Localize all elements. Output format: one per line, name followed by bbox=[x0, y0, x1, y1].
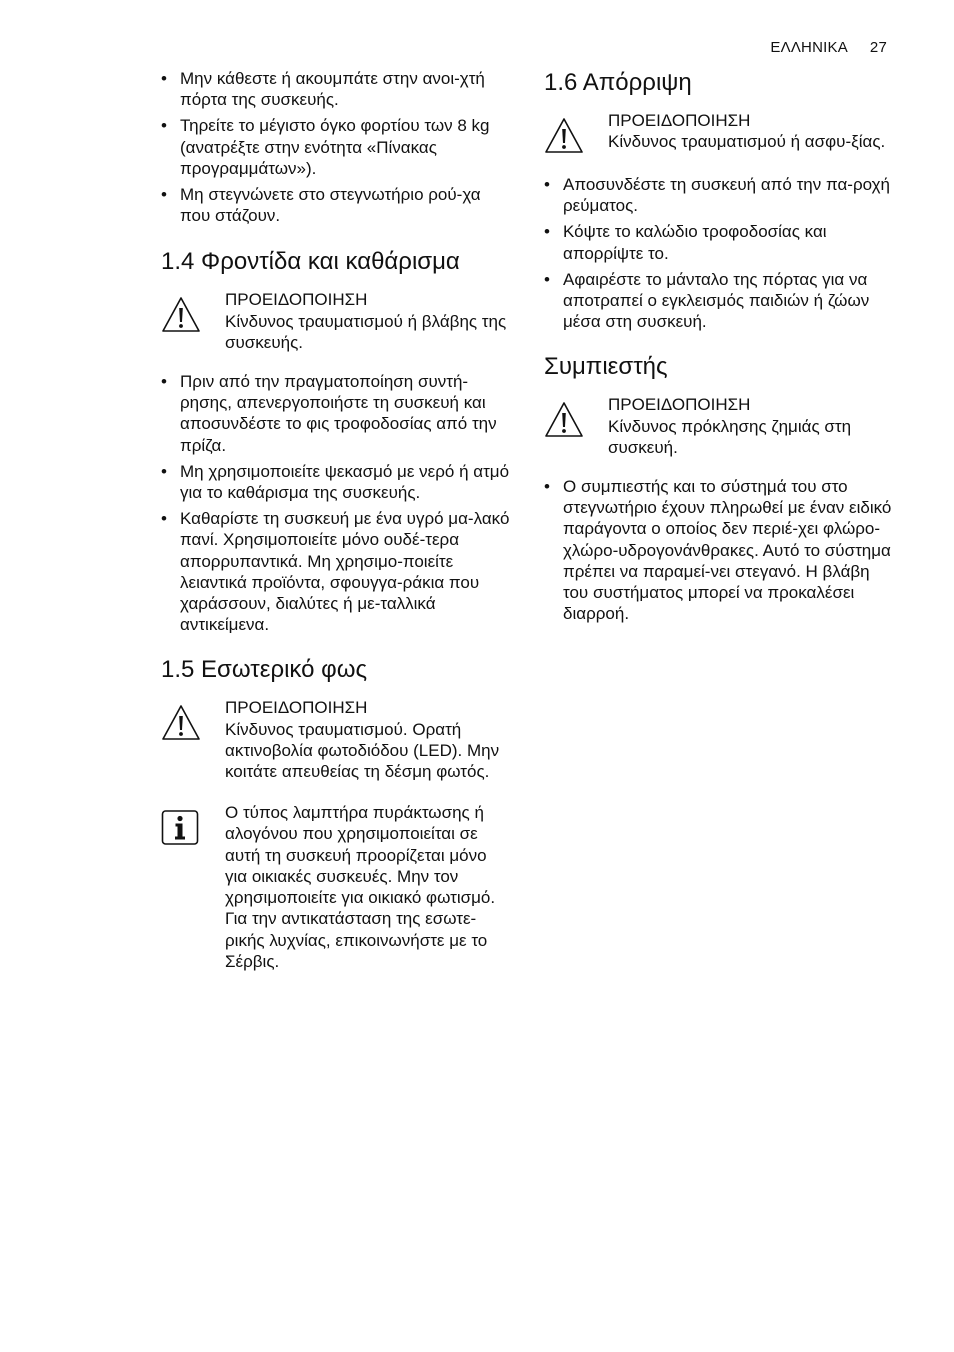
list-item: • Τηρείτε το μέγιστο όγκο φορτίου των 8 kg (ανατρέξτε στην ενότητα «Πίνακας προγραμμάτων»). bbox=[161, 115, 513, 179]
section-heading-compressor bbox=[544, 352, 894, 382]
section-title: Φροντίδα και καθάρισμα bbox=[201, 248, 460, 276]
warning-title: ΠΡΟΕΙΔΟΠΟΙΗΣΗ bbox=[225, 290, 368, 310]
section-title: Απόρριψη bbox=[582, 69, 692, 96]
warning-text: Κίνδυνος τραυματισμού. Ορατή ακτινοβολία φωτοδιόδου (LED). Μην κοιτάτε απευθείας τη δέσμη φωτός. bbox=[225, 719, 500, 782]
section-heading-1-4 bbox=[161, 247, 513, 277]
list-item: • Μη στεγνώνετε στο στεγνωτήριο ρού-χα που στάζουν. bbox=[161, 184, 513, 226]
left-column bbox=[161, 68, 513, 972]
section-heading-1-5 bbox=[161, 655, 513, 685]
list-item: • Καθαρίστε τη συσκευή με ένα υγρό μα-λακό πανί. Χρησιμοποιείτε μόνο ουδέ-τερα απορρυπαντικά. Μη χρησιμο-ποιείτε λειαντικά προϊόντα, σφουγγα-ράκια που χαράσσουν, διαλύτες ή με-ταλλικά αντικείμενα. bbox=[161, 508, 513, 635]
info-icon bbox=[161, 808, 201, 848]
list-item: • Μη χρησιμοποιείτε ψεκασμό με νερό ή ατμό για το καθάρισμα της συσκευής. bbox=[161, 461, 513, 503]
warning-title: ΠΡΟΕΙΔΟΠΟΙΗΣΗ bbox=[608, 395, 751, 415]
care-bullet-list bbox=[161, 371, 513, 635]
info-notice bbox=[161, 802, 513, 972]
warning-triangle-icon bbox=[161, 703, 201, 743]
warning-title: ΠΡΟΕΙΔΟΠΟΙΗΣΗ bbox=[608, 111, 751, 130]
disposal-bullet-list bbox=[544, 174, 894, 332]
info-text-service: Για την αντικατάσταση της εσωτε-ρικής λυχνίας, επικοινωνήστε με το Σέρβις. bbox=[225, 909, 488, 971]
section-number: 1.5 bbox=[161, 656, 195, 684]
header-language: ΕΛΛΗΝΙΚΑ bbox=[770, 39, 848, 56]
section-heading-1-6 bbox=[544, 68, 894, 98]
warning-notice bbox=[161, 697, 513, 782]
warning-title: ΠΡΟΕΙΔΟΠΟΙΗΣΗ bbox=[225, 698, 368, 718]
list-item: • Πριν από την πραγματοποίηση συντή-ρησης, απενεργοποιήστε τη συσκευή και αποσυνδέστε το φις τροφοδοσίας από την πρίζα. bbox=[161, 371, 513, 456]
section-number: 1.4 bbox=[161, 248, 195, 276]
intro-bullet-list bbox=[161, 68, 513, 226]
right-column bbox=[544, 68, 894, 629]
section-title: Εσωτερικό φως bbox=[201, 656, 368, 684]
warning-triangle-icon bbox=[161, 295, 201, 335]
page-header bbox=[770, 39, 887, 56]
warning-notice bbox=[544, 110, 894, 156]
section-title: Συμπιεστής bbox=[544, 353, 668, 381]
warning-text: Κίνδυνος τραυματισμού ή βλάβης της συσκευής. bbox=[225, 311, 507, 352]
info-text: Ο τύπος λαμπτήρα πυράκτωσης ή αλογόνου που χρησιμοποιείται σε αυτή τη συσκευή προορίζεται μόνο για οικιακές συσκευές. Μην τον χρησιμοποιείτε για οικιακό φωτισμό. bbox=[225, 803, 496, 908]
section-number: 1.6 bbox=[544, 69, 578, 96]
warning-triangle-icon bbox=[544, 400, 584, 440]
page-number: 27 bbox=[869, 39, 887, 56]
warning-text: Κίνδυνος πρόκλησης ζημιάς στη συσκευή. bbox=[608, 416, 852, 457]
warning-notice bbox=[161, 289, 513, 353]
warning-notice bbox=[544, 394, 894, 458]
list-item: • Ο συμπιεστής και το σύστημά του στο στεγνωτήριο έχουν πληρωθεί με έναν ειδικό παράγοντα ο οποίος δεν περιέ-χει φλώρο-χλώρο-υδρογονάνθρακες. Αυτό το σύστημα πρέπει να παραμεί-νει στεγανό. Η βλάβη του συστήματος μπορεί να προκαλέσει διαρροή. bbox=[544, 476, 894, 624]
warning-text: Κίνδυνος τραυματισμού ή ασφυ-ξίας. bbox=[608, 132, 886, 152]
list-item: • Μην κάθεστε ή ακουμπάτε στην ανοι-χτή πόρτα της συσκευής. bbox=[161, 68, 513, 110]
compressor-bullet-list bbox=[544, 476, 894, 624]
list-item: • Αφαιρέστε το μάνταλο της πόρτας για να αποτραπεί ο εγκλεισμός παιδιών ή ζώων μέσα στη συσκευή. bbox=[544, 269, 894, 333]
warning-triangle-icon bbox=[544, 116, 584, 156]
list-item: • Κόψτε το καλώδιο τροφοδοσίας και απορρίψτε το. bbox=[544, 221, 894, 263]
list-item: • Αποσυνδέστε τη συσκευή από την πα-ροχή ρεύματος. bbox=[544, 174, 894, 216]
